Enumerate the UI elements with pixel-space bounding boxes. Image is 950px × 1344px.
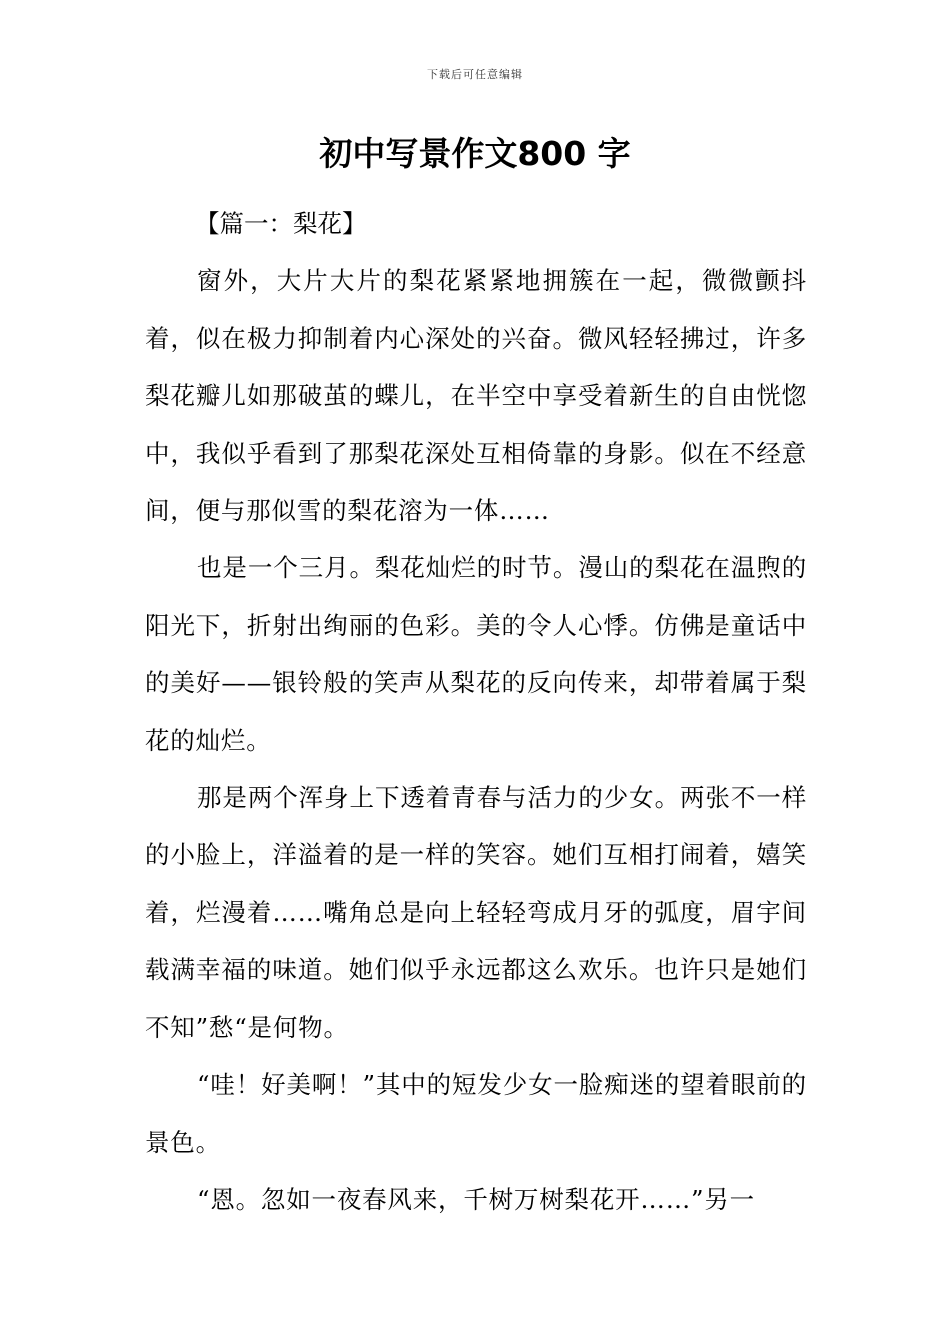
- paragraph-1: 窗外，大片大片的梨花紧紧地拥簇在一起，微微颤抖着，似在极力抑制着内心深处的兴奋。微风轻轻拂过，许多梨花瓣儿如那破茧的蝶儿，在半空中享受着新生的自由恍惚中，我似乎看到了那梨花深处互相倚靠的身影。似在不经意间，便与那似雪的梨花溶为一体……: [145, 266, 807, 526]
- section-heading: 【篇一：梨花】: [195, 209, 367, 238]
- document-title: 初中写景作文800 字: [319, 134, 631, 173]
- paragraph-4: “哇！好美啊！”其中的短发少女一脸痴迷的望着眼前的景色。: [145, 1070, 807, 1157]
- paragraph-2: 也是一个三月。梨花灿烂的时节。漫山的梨花在温煦的阳光下，折射出绚丽的色彩。美的令人心悸。仿佛是童话中的美好——银铃般的笑声从梨花的反向传来，却带着属于梨花的灿烂。: [145, 553, 807, 755]
- paragraph-3: 那是两个浑身上下透着青春与活力的少女。两张不一样的小脸上，洋溢着的是一样的笑容。她们互相打闹着，嬉笑着，烂漫着……嘴角总是向上轻轻弯成月牙的弧度，眉宇间载满幸福的味道。她们似乎永远都这么欢乐。也许只是她们不知”愁“是何物。: [145, 783, 807, 1042]
- paragraph-5: “恩。忽如一夜春风来，千树万树梨花开……”另一: [197, 1184, 755, 1214]
- header-note: 下载后可任意编辑: [427, 68, 523, 81]
- article-body: [145, 195, 807, 1228]
